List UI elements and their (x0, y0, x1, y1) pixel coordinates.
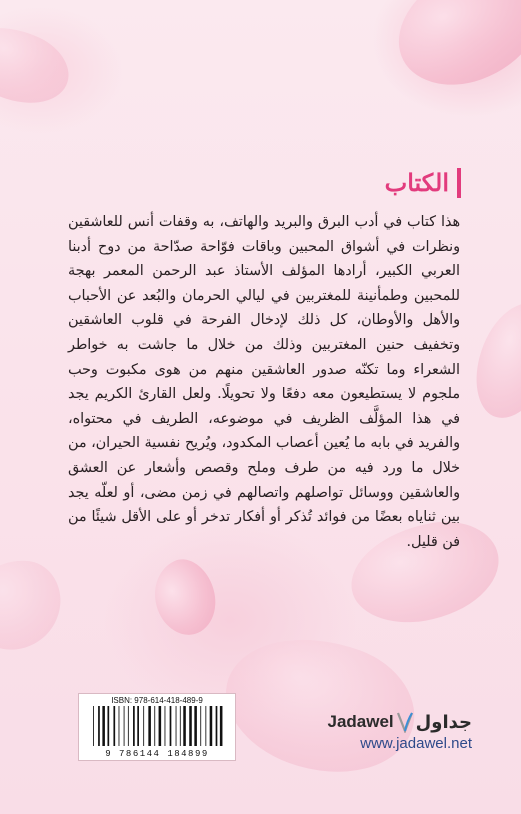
publisher-name-en: Jadawel (327, 712, 394, 731)
barcode-bar (189, 706, 192, 746)
publisher-name-ar: جداول (415, 711, 472, 733)
barcode-bar (98, 706, 100, 746)
publisher-wordmark (327, 711, 472, 733)
petal-decoration (0, 10, 80, 120)
isbn-barcode (78, 693, 236, 761)
barcode-bar (170, 706, 172, 746)
barcode-bar (113, 706, 115, 746)
barcode-bar (159, 706, 162, 746)
barcode-bar (143, 706, 144, 746)
barcode-bar (176, 706, 177, 746)
barcode-bar (102, 706, 105, 746)
barcode-bar (205, 706, 206, 746)
barcode-bar (133, 706, 135, 746)
barcode-bar (128, 706, 129, 746)
barcode-bar (137, 706, 139, 746)
barcode-bar (107, 706, 109, 746)
barcode-bar (200, 706, 201, 746)
petal-decoration (381, 0, 521, 102)
petal-decoration (208, 611, 431, 798)
petal-decoration (466, 293, 521, 427)
petal-decoration (142, 551, 228, 644)
barcode-bar (154, 706, 155, 746)
isbn-label: ISBN: 978-614-418-489-9 (111, 696, 203, 705)
heading-text: الكتاب (384, 168, 449, 197)
petal-decoration (0, 556, 64, 654)
barcode-bar (180, 706, 181, 746)
barcode-bar (183, 706, 186, 746)
leaf-icon (396, 711, 414, 733)
barcode-bar (210, 706, 213, 746)
barcode-digits: 9 786144 184899 (105, 749, 209, 759)
heading-accent-bar (457, 168, 461, 198)
barcode-bar (119, 706, 120, 746)
barcode-bar (148, 706, 151, 746)
publisher-url: www.jadawel.net (360, 735, 472, 752)
barcode-bar (194, 706, 197, 746)
book-description: هذا كتاب في أدب البرق والبريد والهاتف، به وقفات أنس للعاشقين ونظرات في أشواق المحبين وباقات فوّاحة صدّاحة من دوح أدبنا العربي الكبير، أرادها المؤلف الأستاذ عبد الرحمن المعمر بهجة للمحبين وطمأنينة للمغتربين في ليالي الحرمان والبُعد عن الأحباب والأهل والأوطان، كل ذلك لإدخال الفرحة في قلوب العاشقين وتخفيف حنين المغتربين وذلك من خلال ما جاشت به خواطر الشعراء وما تكنّه صدور العاشقين منهم من هوى مكبوت وحب ملجوم لا يستطيعون معه دفعًا ولا تحويلًا. ولعل القارئ الكريم يجد في هذا المؤلَّف الظريف في موضوعه، الطريف في محتواه، والفريد في بابه ما يُعين أعصاب المكدود، ويُريح نفسية الحيران، من خلال ما ورد فيه من طرف وملح وقصص وأشعار عن العشق والعاشقين ووسائل تواصلهم واتصالهم في زمن مضى، أو لعلّه يجد بين ثناياه بعضًا من فوائد تُذكر أو أفكار تدخر أو على الأقل شيئًا من فن قليل. (67, 214, 460, 550)
publisher-logo (327, 711, 472, 761)
barcode-bar (124, 706, 125, 746)
section-heading (385, 168, 461, 198)
barcode-bar (93, 706, 94, 746)
barcode-bar (220, 706, 223, 746)
barcode-bar (216, 706, 218, 746)
barcode-bars (91, 706, 227, 746)
barcode-bar (165, 706, 166, 746)
